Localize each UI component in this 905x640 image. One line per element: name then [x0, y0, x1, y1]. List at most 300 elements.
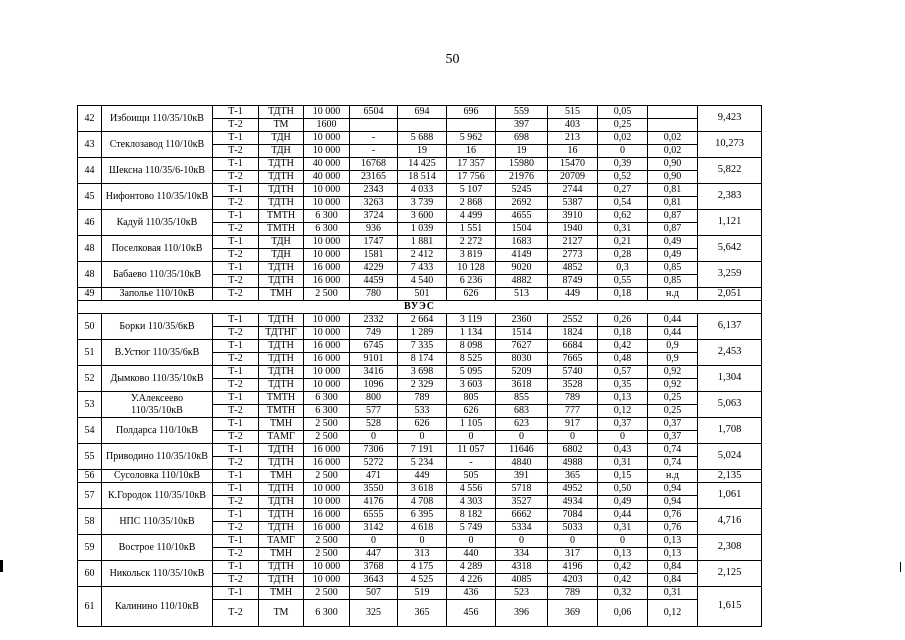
transformer-type: ТДТН [259, 171, 304, 184]
load-value-4: 683 [496, 405, 548, 418]
rated-power: 10 000 [304, 379, 350, 392]
load-value-2: 365 [398, 600, 447, 627]
substation-name: Нифонтово 110/35/10кВ [102, 184, 213, 210]
transformer-type: ТДН [259, 132, 304, 145]
load-value-2: 0 [398, 431, 447, 444]
load-value-1: 7306 [350, 444, 398, 457]
load-value-2: 0 [398, 535, 447, 548]
load-value-3: 505 [447, 470, 496, 483]
transformer-type: ТМН [259, 418, 304, 431]
transformer-type: ТМ [259, 600, 304, 627]
transformer-type: ТДТН [259, 496, 304, 509]
load-factor: 0,52 [598, 171, 648, 184]
transformer-id: Т-1 [213, 158, 259, 171]
load-value-5: 0 [548, 535, 598, 548]
coefficient: 0,37 [648, 431, 698, 444]
transformer-type: ТМТН [259, 210, 304, 223]
row-number: 60 [78, 561, 102, 587]
rated-power: 6 300 [304, 392, 350, 405]
load-value-1: 471 [350, 470, 398, 483]
total-value: 1,304 [698, 366, 762, 392]
section-label: ВУЭС [78, 301, 762, 314]
transformer-type: ТДТН [259, 522, 304, 535]
coefficient: 0,12 [648, 600, 698, 627]
transformer-type: ТДТНГ [259, 327, 304, 340]
load-factor: 0,37 [598, 418, 648, 431]
transformer-id: Т-2 [213, 353, 259, 366]
substation-name: Поселковая 110/10кВ [102, 236, 213, 262]
load-value-1: 3416 [350, 366, 398, 379]
substation-name: Полдарса 110/10кВ [102, 418, 213, 444]
transformer-id: Т-1 [213, 262, 259, 275]
load-value-4: 19 [496, 145, 548, 158]
load-value-2: 501 [398, 288, 447, 301]
rated-power: 6 300 [304, 405, 350, 418]
rated-power: 16 000 [304, 275, 350, 288]
load-factor: 0,05 [598, 106, 648, 119]
load-value-2: 449 [398, 470, 447, 483]
rated-power: 10 000 [304, 106, 350, 119]
load-factor: 0,42 [598, 561, 648, 574]
load-value-5: 0 [548, 431, 598, 444]
load-value-4: 4882 [496, 275, 548, 288]
load-factor: 0,57 [598, 366, 648, 379]
transformer-id: Т-1 [213, 470, 259, 483]
load-value-5: 3528 [548, 379, 598, 392]
load-value-4: 391 [496, 470, 548, 483]
load-value-3: 5 962 [447, 132, 496, 145]
load-value-2: 3 698 [398, 366, 447, 379]
load-value-3: 3 119 [447, 314, 496, 327]
coefficient: 0,85 [648, 262, 698, 275]
transformer-id: Т-1 [213, 340, 259, 353]
load-value-3: 4 226 [447, 574, 496, 587]
load-value-1: 0 [350, 431, 398, 444]
coefficient [648, 119, 698, 132]
load-factor: 0,27 [598, 184, 648, 197]
load-value-5: 4934 [548, 496, 598, 509]
rated-power: 16 000 [304, 457, 350, 470]
load-factor: 0,31 [598, 223, 648, 236]
load-value-2: 1 039 [398, 223, 447, 236]
load-factor: 0,13 [598, 392, 648, 405]
transformer-id: Т-1 [213, 535, 259, 548]
transformer-type: ТДН [259, 249, 304, 262]
transformer-id: Т-1 [213, 106, 259, 119]
load-value-4: 3618 [496, 379, 548, 392]
load-value-1: 4176 [350, 496, 398, 509]
transformer-type: ТДТН [259, 340, 304, 353]
transformer-type: ТДТН [259, 561, 304, 574]
load-value-5: 7665 [548, 353, 598, 366]
load-value-4: 5334 [496, 522, 548, 535]
load-value-3: 440 [447, 548, 496, 561]
load-value-2: 18 514 [398, 171, 447, 184]
load-value-2: 694 [398, 106, 447, 119]
load-factor: 0,21 [598, 236, 648, 249]
load-value-4: 4149 [496, 249, 548, 262]
transformer-id: Т-2 [213, 431, 259, 444]
substation-name: Калинино 110/10кВ [102, 587, 213, 627]
load-value-5: 449 [548, 288, 598, 301]
substation-name: Сусоловка 110/10кВ [102, 470, 213, 483]
load-value-5: 4952 [548, 483, 598, 496]
rated-power: 2 500 [304, 431, 350, 444]
substation-name: У.Алексеево 110/35/10кВ [102, 392, 213, 418]
load-value-3: 4 289 [447, 561, 496, 574]
table-row [78, 106, 762, 119]
load-value-1: - [350, 145, 398, 158]
row-number: 44 [78, 158, 102, 184]
load-value-4: 2360 [496, 314, 548, 327]
coefficient: 0,13 [648, 535, 698, 548]
transformer-id: Т-2 [213, 496, 259, 509]
load-value-1: 1747 [350, 236, 398, 249]
transformer-type: ТДН [259, 236, 304, 249]
total-value: 9,423 [698, 106, 762, 132]
load-factor: 0,42 [598, 574, 648, 587]
load-value-5: 6802 [548, 444, 598, 457]
load-value-1: 6555 [350, 509, 398, 522]
transformer-type: ТДТН [259, 197, 304, 210]
coefficient: н.д [648, 470, 698, 483]
transformer-id: Т-2 [213, 119, 259, 132]
rated-power: 16 000 [304, 340, 350, 353]
row-number: 46 [78, 210, 102, 236]
load-value-3: 436 [447, 587, 496, 600]
load-value-1: 0 [350, 535, 398, 548]
row-number: 45 [78, 184, 102, 210]
load-factor: 0,26 [598, 314, 648, 327]
transformer-id: Т-2 [213, 197, 259, 210]
load-factor: 0,48 [598, 353, 648, 366]
load-value-3: 4 556 [447, 483, 496, 496]
row-number: 42 [78, 106, 102, 132]
transformer-type: ТДТН [259, 444, 304, 457]
load-value-4: 513 [496, 288, 548, 301]
load-factor: 0,42 [598, 340, 648, 353]
load-value-1: 507 [350, 587, 398, 600]
rated-power: 6 300 [304, 600, 350, 627]
substation-name: Никольск 110/35/10кВ [102, 561, 213, 587]
load-value-1: 3724 [350, 210, 398, 223]
coefficient: 0,9 [648, 340, 698, 353]
load-value-5: 317 [548, 548, 598, 561]
rated-power: 2 500 [304, 418, 350, 431]
row-number: 49 [78, 288, 102, 301]
load-value-2: 5 688 [398, 132, 447, 145]
load-value-5: 403 [548, 119, 598, 132]
transformer-id: Т-1 [213, 444, 259, 457]
transformer-type: ТМТН [259, 223, 304, 236]
rated-power: 6 300 [304, 210, 350, 223]
load-value-5: 15470 [548, 158, 598, 171]
transformer-type: ТМТН [259, 392, 304, 405]
load-value-5: 5740 [548, 366, 598, 379]
rated-power: 10 000 [304, 496, 350, 509]
load-value-4: 855 [496, 392, 548, 405]
rated-power: 1600 [304, 119, 350, 132]
load-value-1: 325 [350, 600, 398, 627]
substation-name: К.Городок 110/35/10кВ [102, 483, 213, 509]
rated-power: 10 000 [304, 314, 350, 327]
coefficient: 0,25 [648, 405, 698, 418]
load-value-5: 4988 [548, 457, 598, 470]
transformer-type: ТМН [259, 288, 304, 301]
table-row [78, 314, 762, 327]
load-factor: 0,02 [598, 132, 648, 145]
table-row [78, 132, 762, 145]
load-value-3 [447, 119, 496, 132]
transformer-type: ТДТН [259, 379, 304, 392]
load-value-3: 8 525 [447, 353, 496, 366]
load-value-1: 447 [350, 548, 398, 561]
load-value-1: 2332 [350, 314, 398, 327]
transformer-type: ТДТН [259, 457, 304, 470]
transformer-id: Т-2 [213, 548, 259, 561]
load-factor: 0,31 [598, 457, 648, 470]
total-value: 6,137 [698, 314, 762, 340]
table-row [78, 288, 762, 301]
transformer-id: Т-1 [213, 132, 259, 145]
total-value: 2,308 [698, 535, 762, 561]
load-value-3: 456 [447, 600, 496, 627]
transformer-type: ТМН [259, 548, 304, 561]
table-row [78, 470, 762, 483]
load-value-1: 3142 [350, 522, 398, 535]
load-value-2: 533 [398, 405, 447, 418]
row-number: 55 [78, 444, 102, 470]
load-value-3: 1 105 [447, 418, 496, 431]
load-value-4: 4085 [496, 574, 548, 587]
rated-power: 40 000 [304, 171, 350, 184]
coefficient: 0,74 [648, 457, 698, 470]
load-value-2: 313 [398, 548, 447, 561]
load-factor: 0,49 [598, 496, 648, 509]
left-edge-mark [0, 560, 3, 572]
load-factor: 0,35 [598, 379, 648, 392]
load-factor: 0,25 [598, 119, 648, 132]
load-value-4: 8030 [496, 353, 548, 366]
substation-load-table [77, 105, 762, 627]
total-value: 5,642 [698, 236, 762, 262]
rated-power: 2 500 [304, 587, 350, 600]
transformer-id: Т-2 [213, 574, 259, 587]
load-value-2: 1 289 [398, 327, 447, 340]
table-row [78, 418, 762, 431]
load-value-5: 4852 [548, 262, 598, 275]
load-value-5: 2552 [548, 314, 598, 327]
load-value-3: 626 [447, 405, 496, 418]
transformer-id: Т-1 [213, 314, 259, 327]
total-value: 2,135 [698, 470, 762, 483]
load-value-1: 1096 [350, 379, 398, 392]
load-value-5: 789 [548, 392, 598, 405]
load-value-3: 8 098 [447, 340, 496, 353]
load-value-4: 7627 [496, 340, 548, 353]
load-value-5: 2744 [548, 184, 598, 197]
rated-power: 10 000 [304, 197, 350, 210]
rated-power: 2 500 [304, 470, 350, 483]
load-value-4: 397 [496, 119, 548, 132]
transformer-type: ТДТН [259, 106, 304, 119]
load-value-1: 780 [350, 288, 398, 301]
transformer-type: ТМ [259, 119, 304, 132]
load-value-2: 4 708 [398, 496, 447, 509]
load-value-2: 7 191 [398, 444, 447, 457]
substation-name: НПС 110/35/10кВ [102, 509, 213, 535]
substation-name: Приводино 110/35/10кВ [102, 444, 213, 470]
right-edge-mark [900, 562, 901, 572]
rated-power: 10 000 [304, 574, 350, 587]
row-number: 57 [78, 483, 102, 509]
rated-power: 10 000 [304, 483, 350, 496]
load-value-5: 917 [548, 418, 598, 431]
rated-power: 10 000 [304, 366, 350, 379]
total-value: 5,822 [698, 158, 762, 184]
transformer-id: Т-1 [213, 210, 259, 223]
load-value-5: 369 [548, 600, 598, 627]
load-value-5: 20709 [548, 171, 598, 184]
substation-name: Вострое 110/10кВ [102, 535, 213, 561]
load-value-5: 4196 [548, 561, 598, 574]
load-value-4: 2692 [496, 197, 548, 210]
load-value-3: 8 182 [447, 509, 496, 522]
load-value-1: 2343 [350, 184, 398, 197]
transformer-id: Т-1 [213, 236, 259, 249]
load-value-1: 9101 [350, 353, 398, 366]
transformer-type: ТДТН [259, 314, 304, 327]
table-row [78, 561, 762, 574]
transformer-type: ТАМГ [259, 535, 304, 548]
load-value-3: 3 603 [447, 379, 496, 392]
load-value-4: 0 [496, 431, 548, 444]
transformer-id: Т-1 [213, 366, 259, 379]
coefficient: 0,90 [648, 171, 698, 184]
transformer-type: ТДТН [259, 353, 304, 366]
transformer-type: ТДТН [259, 158, 304, 171]
load-value-2: 3 600 [398, 210, 447, 223]
load-value-4: 1683 [496, 236, 548, 249]
rated-power: 10 000 [304, 561, 350, 574]
coefficient: н.д [648, 288, 698, 301]
load-factor: 0,32 [598, 587, 648, 600]
total-value: 1,708 [698, 418, 762, 444]
load-value-2: 2 412 [398, 249, 447, 262]
table-row [78, 444, 762, 457]
rated-power: 16 000 [304, 444, 350, 457]
table-row [78, 392, 762, 405]
table-row [78, 483, 762, 496]
load-value-2: 6 395 [398, 509, 447, 522]
total-value: 2,453 [698, 340, 762, 366]
load-value-1: 3768 [350, 561, 398, 574]
load-value-1: 4229 [350, 262, 398, 275]
row-number: 48 [78, 262, 102, 288]
substation-name: Стеклозавод 110/10кВ [102, 132, 213, 158]
coefficient: 0,92 [648, 366, 698, 379]
load-value-2: 5 234 [398, 457, 447, 470]
load-value-4: 4840 [496, 457, 548, 470]
transformer-type: ТМН [259, 587, 304, 600]
row-number: 61 [78, 587, 102, 627]
coefficient: 0,74 [648, 444, 698, 457]
load-value-2: 626 [398, 418, 447, 431]
coefficient: 0,44 [648, 314, 698, 327]
load-value-4: 5718 [496, 483, 548, 496]
load-value-2: 7 335 [398, 340, 447, 353]
load-value-5: 213 [548, 132, 598, 145]
transformer-id: Т-2 [213, 379, 259, 392]
transformer-type: ТДТН [259, 275, 304, 288]
load-value-4: 15980 [496, 158, 548, 171]
transformer-type: ТДТН [259, 262, 304, 275]
total-value: 1,615 [698, 587, 762, 627]
table-row [78, 366, 762, 379]
load-value-5: 777 [548, 405, 598, 418]
load-factor: 0,13 [598, 548, 648, 561]
load-value-5: 5387 [548, 197, 598, 210]
rated-power: 10 000 [304, 236, 350, 249]
rated-power: 10 000 [304, 327, 350, 340]
substation-name: Дымково 110/35/10кВ [102, 366, 213, 392]
rated-power: 2 500 [304, 535, 350, 548]
load-value-5: 2127 [548, 236, 598, 249]
transformer-type: ТДТН [259, 366, 304, 379]
load-value-3: 2 272 [447, 236, 496, 249]
load-value-4: 523 [496, 587, 548, 600]
coefficient: 0,9 [648, 353, 698, 366]
load-value-1: 528 [350, 418, 398, 431]
total-value: 5,024 [698, 444, 762, 470]
transformer-type: ТАМГ [259, 431, 304, 444]
rated-power: 16 000 [304, 509, 350, 522]
total-value: 1,061 [698, 483, 762, 509]
load-factor: 0 [598, 431, 648, 444]
load-factor: 0,43 [598, 444, 648, 457]
rated-power: 10 000 [304, 249, 350, 262]
total-value: 4,716 [698, 509, 762, 535]
load-value-1: 6504 [350, 106, 398, 119]
coefficient: 0,87 [648, 210, 698, 223]
load-value-2 [398, 119, 447, 132]
table-row [78, 210, 762, 223]
coefficient: 0,31 [648, 587, 698, 600]
load-value-5: 789 [548, 587, 598, 600]
rated-power: 16 000 [304, 522, 350, 535]
load-factor: 0,39 [598, 158, 648, 171]
table-row [78, 184, 762, 197]
load-value-4: 3527 [496, 496, 548, 509]
row-number: 59 [78, 535, 102, 561]
load-value-5: 1940 [548, 223, 598, 236]
load-value-3: 805 [447, 392, 496, 405]
load-value-4: 559 [496, 106, 548, 119]
load-value-3: 2 868 [447, 197, 496, 210]
transformer-id: Т-2 [213, 457, 259, 470]
total-value: 10,273 [698, 132, 762, 158]
load-value-5: 515 [548, 106, 598, 119]
transformer-id: Т-2 [213, 223, 259, 236]
load-value-4: 0 [496, 535, 548, 548]
transformer-id: Т-2 [213, 145, 259, 158]
load-value-3: 1 134 [447, 327, 496, 340]
transformer-id: Т-1 [213, 483, 259, 496]
rated-power: 16 000 [304, 262, 350, 275]
load-value-2: 3 618 [398, 483, 447, 496]
substation-name: В.Устюг 110/35/6кВ [102, 340, 213, 366]
rated-power: 6 300 [304, 223, 350, 236]
